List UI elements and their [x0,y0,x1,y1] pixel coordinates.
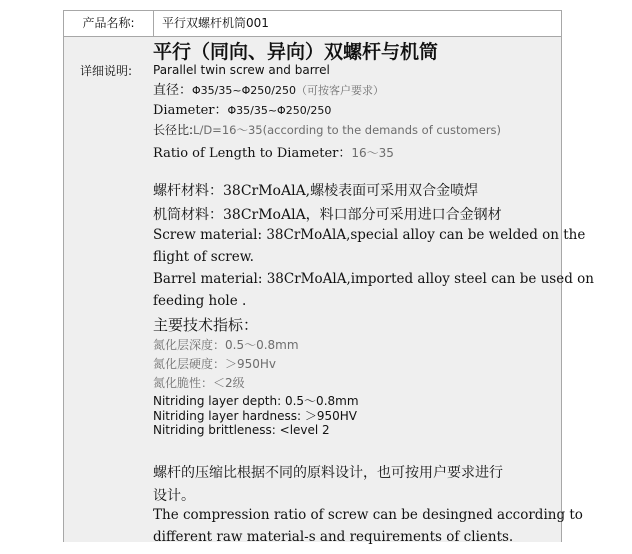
barrel-material-chinese: 机筒材料：38CrMoAlA，料口部分可采用进口合金钢材 [153,207,502,223]
diameter-cn-label: 直径： [153,83,193,98]
title-chinese: 平行（同向、异向）双螺杆与机筒 [153,41,439,63]
detail-label: 详细说明: [80,64,133,78]
title-english: Parallel twin screw and barrel [153,63,330,77]
diameter-en-value: Φ35/35~Φ250/250 [227,104,332,117]
ld-en-value: 16～35 [351,146,394,160]
diameter-chinese [153,79,384,98]
compression-english-line2: different raw material-s and requirements of clients. [153,529,514,545]
detail-section [64,37,594,545]
nitriding-depth-chinese: 氮化层深度：0.5～0.8mm [153,338,299,352]
diameter-cn-value: Φ35/35~Φ250/250 [192,84,296,97]
diameter-cn-note: （可按客户要求） [295,84,384,97]
ld-cn-label: 长径比: [153,123,194,137]
screw-material-chinese: 螺杆材料：38CrMoAlA,螺棱表面可采用双合金喷焊 [153,183,479,199]
ld-cn-value: L/D=16～35(according to the demands of customers) [193,123,502,137]
compression-chinese-line1: 螺杆的压缩比根据不同的原料设计，也可按用户要求进行 [153,465,503,481]
nitriding-hardness-chinese: 氮化层硬度：＞950Hv [153,357,277,371]
product-name-label: 产品名称: [64,11,154,36]
product-info-table [63,10,594,545]
ld-en-label: Ratio of Length to Diameter： [153,146,352,161]
nitriding-hardness-english: Nitriding layer hardness: ＞950HV [153,409,357,423]
tech-spec-heading: 主要技术指标： [153,316,259,334]
product-name-row [64,11,561,37]
barrel-material-english-line1: Barrel material: 38CrMoAlA,imported alloy steel can be used on [153,271,594,287]
diameter-en-label: Diameter： [153,103,228,118]
compression-english-line1: The compression ratio of screw can be desingned according to [153,507,583,523]
compression-chinese-line2: 设计。 [153,488,195,504]
screw-material-english-line1: Screw material: 38CrMoAlA,special alloy can be welded on the [153,227,586,243]
ld-ratio-english [153,142,394,161]
nitriding-brittleness-english: Nitriding brittleness: <level 2 [153,423,330,437]
nitriding-depth-english: Nitriding layer depth: 0.5～0.8mm [153,394,359,408]
nitriding-brittleness-chinese: 氮化脆性：＜2级 [153,376,245,390]
ld-ratio-chinese [153,121,501,138]
screw-material-english-line2: flight of screw. [153,249,254,265]
barrel-material-english-line2: feeding hole . [153,293,247,309]
diameter-english [153,99,331,118]
product-name-value: 平行双螺杆机筒001 [162,16,269,30]
